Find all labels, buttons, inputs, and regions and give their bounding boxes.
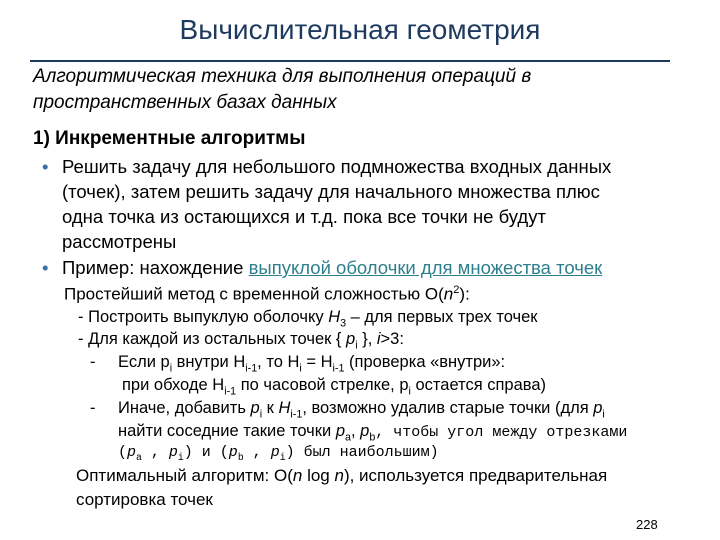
text: Если p [118, 353, 170, 371]
subscript: i-1 [224, 385, 237, 398]
page-number: 228 [636, 517, 658, 532]
text: к [262, 399, 279, 417]
subscript: i [299, 362, 302, 375]
text: ), используется предварительная [343, 466, 608, 485]
sub-1-dash: - [90, 353, 96, 371]
sub-2-line-3 [118, 444, 439, 463]
var-p: p [270, 444, 280, 461]
subscript: a [345, 431, 351, 444]
var-n: n [334, 466, 344, 485]
subscript: i [602, 408, 605, 421]
text: , то H [257, 353, 300, 371]
title-divider [30, 60, 670, 62]
subscript: i-1 [245, 362, 258, 375]
text: , [141, 444, 169, 461]
text: , [243, 444, 271, 461]
bullet-1-line-1: Решить задачу для небольшого подмножества входных данных [62, 156, 612, 177]
subscript: 3 [340, 317, 347, 330]
sub-1-line-2 [122, 376, 546, 397]
subscript: i [169, 362, 173, 375]
var-p: p [593, 399, 603, 417]
text: при обходе H [122, 376, 225, 394]
text: = H [301, 353, 333, 371]
text: , чтобы угол между отрезками [375, 424, 628, 441]
subtitle-line-2: пространственных базах данных [33, 92, 337, 113]
bullet-1-line-4: рассмотрены [62, 231, 177, 252]
subtitle-line-1: Алгоритмическая техника для выполнения операций в [33, 66, 532, 87]
var-i: i [376, 330, 381, 348]
subscript: b [369, 431, 376, 444]
var-n: n [292, 466, 303, 485]
sub-1-line-1 [118, 353, 505, 374]
sub-2-dash: - [90, 399, 96, 417]
step-2-text: - Для каждой из остальных точек { [78, 330, 347, 348]
bullet-1-marker: • [42, 156, 49, 177]
text: ) и ( [183, 444, 229, 461]
optimal-line-2: сортировка точек [76, 490, 213, 509]
step-2-line [78, 330, 404, 351]
step-2-text-end: >3: [380, 330, 404, 348]
subscript: i-1 [290, 408, 303, 421]
text: , [350, 422, 361, 440]
subscript: i [177, 452, 184, 463]
step-2-text-mid: }, [357, 330, 377, 348]
simplest-method-line [64, 284, 470, 305]
text: ( [118, 444, 128, 461]
simplest-text: Простейший метод с временной сложностью O( [64, 284, 444, 304]
var-H: H [328, 308, 341, 326]
text: log [302, 466, 335, 485]
var-p: p [346, 330, 356, 348]
bullet-2-text: Пример: нахождение [62, 257, 249, 278]
var-p: p [360, 422, 370, 440]
slide-title: Вычислительная геометрия [179, 14, 541, 45]
exponent: 2 [453, 284, 460, 296]
convex-hull-link[interactable]: выпуклой оболочки для множества точек [248, 257, 603, 278]
simplest-text-end: ): [459, 284, 470, 304]
subscript: i [355, 339, 358, 352]
step-1-text: - Построить выпуклую оболочку [78, 308, 329, 326]
text: Оптимальный алгоритм: O( [76, 466, 293, 485]
subscript: i [279, 452, 286, 463]
var-p: p [228, 444, 238, 461]
var-p: p [335, 422, 345, 440]
optimal-line-1 [76, 466, 607, 486]
sub-2-line-1 [118, 399, 605, 420]
subscript: b [237, 452, 244, 463]
var-H: H [278, 399, 291, 417]
text: , возможно удалив старые точки (для [302, 399, 594, 417]
bullet-1-line-2: (точек), затем решить задачу для начального множества плюс [62, 181, 600, 202]
subscript: a [136, 452, 142, 463]
text: внутри H [172, 353, 246, 371]
var-p: p [168, 444, 178, 461]
bullet-1-line-3: одна точка из остающихся и т.д. пока все точки не будут [62, 206, 546, 227]
step-1-line [78, 308, 538, 329]
text: (проверка «внутри»: [344, 353, 506, 371]
bullet-2-line [62, 257, 602, 279]
text: по часовой стрелке, p [236, 376, 409, 394]
var-n: n [443, 284, 454, 304]
sub-2-line-2 [118, 422, 627, 443]
var-p: p [127, 444, 137, 461]
text: остается справа) [410, 376, 547, 394]
subscript: i [408, 385, 411, 398]
subscript: i-1 [332, 362, 345, 375]
bullet-2-marker: • [42, 257, 49, 278]
var-p: p [250, 399, 260, 417]
text: Иначе, добавить [118, 399, 251, 417]
step-1-text-end: – для первых трех точек [346, 308, 538, 326]
text: ) был наибольшим) [285, 444, 439, 461]
text: найти соседние такие точки [118, 422, 336, 440]
section-heading: 1) Инкрементные алгоритмы [33, 128, 306, 149]
subscript: i [259, 408, 263, 421]
